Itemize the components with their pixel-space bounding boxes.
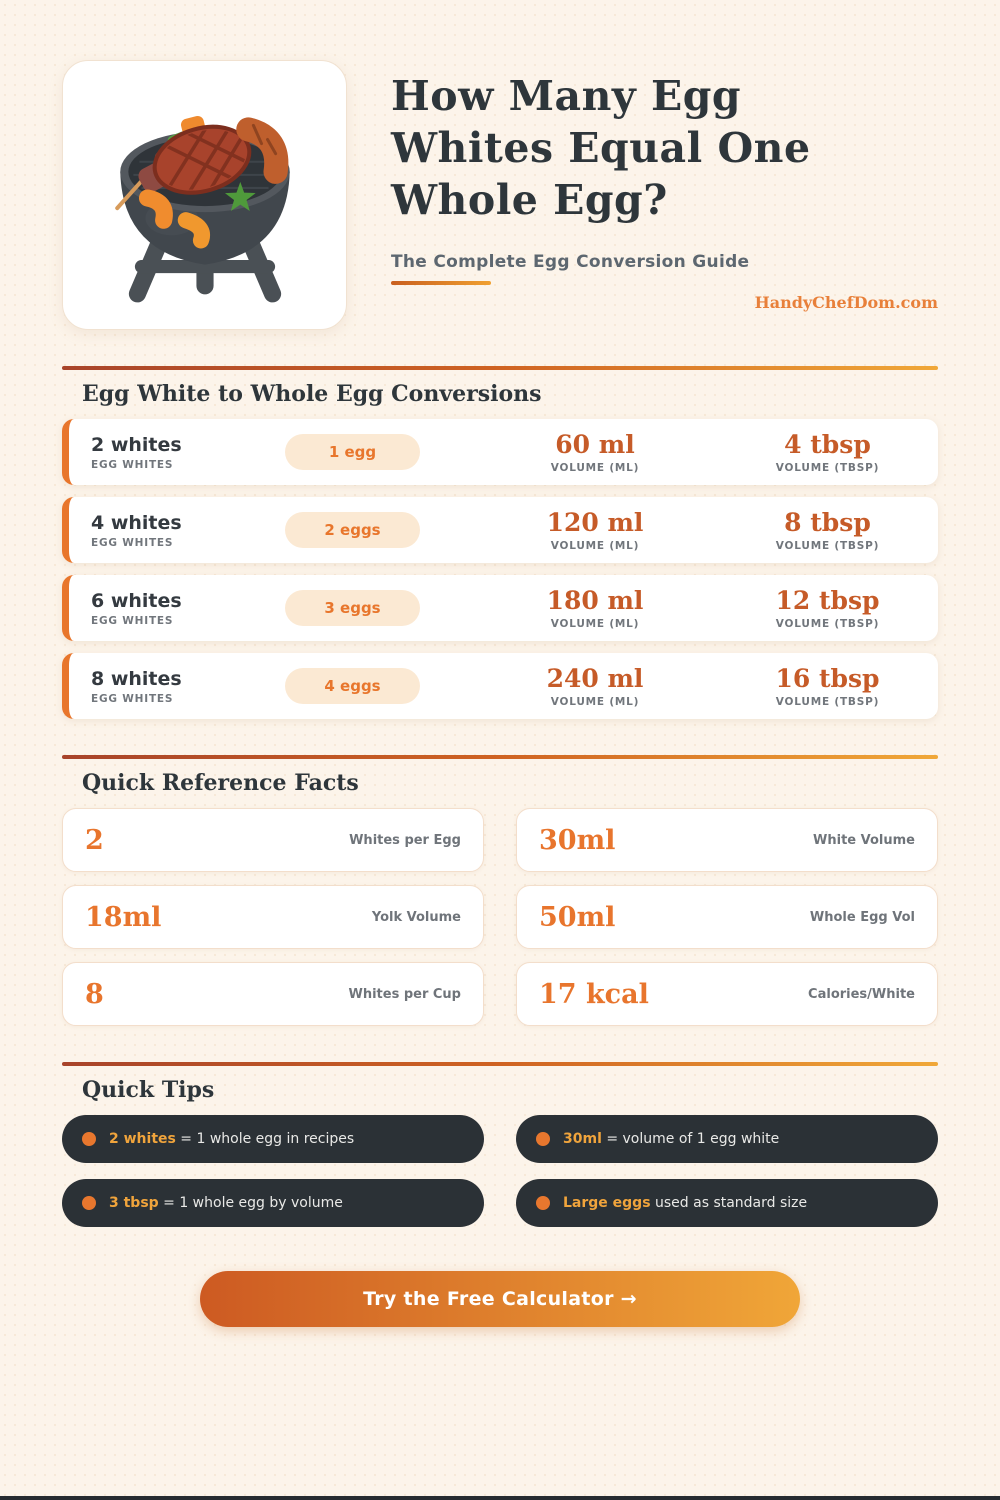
ml-value: 180 ml bbox=[546, 585, 644, 615]
tbsp-cell bbox=[745, 587, 910, 630]
eggs-badge: 1 egg bbox=[285, 434, 420, 470]
fact-value: 30ml bbox=[539, 824, 616, 856]
conversion-row bbox=[62, 497, 938, 563]
fact-label: Whites per Egg bbox=[349, 832, 461, 848]
free-calculator-button[interactable]: Try the Free Calculator → bbox=[200, 1271, 800, 1327]
eggs-cell bbox=[285, 590, 445, 626]
tip-text bbox=[563, 1131, 779, 1148]
section-divider bbox=[62, 366, 938, 370]
tbsp-value: 8 tbsp bbox=[784, 507, 871, 537]
whites-cell bbox=[91, 434, 285, 471]
tbsp-label: VOLUME (TBSP) bbox=[775, 461, 880, 474]
tip-rest: used as standard size bbox=[650, 1194, 808, 1211]
tip-highlight: Large eggs bbox=[563, 1194, 651, 1211]
header-text-block bbox=[391, 60, 938, 330]
tips-section bbox=[62, 1062, 938, 1227]
eggs-cell bbox=[285, 512, 445, 548]
conversions-table bbox=[62, 419, 938, 719]
fact-card bbox=[62, 962, 484, 1026]
eggs-cell bbox=[285, 668, 445, 704]
fact-label: White Volume bbox=[813, 832, 915, 848]
tip-highlight: 30ml bbox=[563, 1130, 602, 1147]
eggs-badge: 2 eggs bbox=[285, 512, 420, 548]
fact-card bbox=[516, 808, 938, 872]
page-title bbox=[391, 70, 938, 226]
whites-cell bbox=[91, 668, 285, 705]
ml-label: VOLUME (ML) bbox=[550, 539, 640, 552]
tip-item bbox=[516, 1179, 938, 1227]
tbsp-value: 16 tbsp bbox=[775, 663, 880, 693]
ml-label: VOLUME (ML) bbox=[550, 461, 640, 474]
facts-section bbox=[62, 755, 938, 1026]
bullet-dot-icon bbox=[536, 1132, 550, 1146]
tip-text bbox=[109, 1131, 354, 1148]
conversions-section bbox=[62, 366, 938, 719]
whites-label: EGG WHITES bbox=[91, 614, 174, 627]
ml-value: 240 ml bbox=[546, 663, 644, 693]
subtitle-underline bbox=[391, 281, 491, 285]
tbsp-cell bbox=[745, 431, 910, 474]
fact-value: 8 bbox=[85, 978, 104, 1010]
whites-value: 4 whites bbox=[91, 511, 182, 534]
fact-value: 18ml bbox=[85, 901, 162, 933]
grill-illustration-card bbox=[62, 60, 347, 330]
fact-card bbox=[62, 885, 484, 949]
tbsp-value: 4 tbsp bbox=[784, 429, 871, 459]
title-line-3: Whole Egg? bbox=[391, 176, 668, 224]
ml-cell bbox=[445, 431, 745, 474]
bbq-grill-icon bbox=[89, 79, 321, 311]
fact-value: 17 kcal bbox=[539, 978, 649, 1010]
bottom-bar bbox=[0, 1496, 1000, 1500]
eggs-badge: 4 eggs bbox=[285, 668, 420, 704]
tip-highlight: 3 tbsp bbox=[109, 1194, 159, 1211]
fact-card bbox=[62, 808, 484, 872]
tip-rest: = 1 whole egg in recipes bbox=[175, 1130, 355, 1147]
bullet-dot-icon bbox=[82, 1196, 96, 1210]
fact-label: Yolk Volume bbox=[371, 909, 461, 925]
tbsp-value: 12 tbsp bbox=[775, 585, 880, 615]
tip-item bbox=[62, 1179, 484, 1227]
tbsp-cell bbox=[745, 509, 910, 552]
conversions-heading: Egg White to Whole Egg Conversions bbox=[82, 381, 542, 407]
whites-label: EGG WHITES bbox=[91, 692, 174, 705]
ml-cell bbox=[445, 665, 745, 708]
eggs-cell bbox=[285, 434, 445, 470]
whites-label: EGG WHITES bbox=[91, 536, 174, 549]
whites-label: EGG WHITES bbox=[91, 458, 174, 471]
tips-heading: Quick Tips bbox=[82, 1077, 215, 1103]
tbsp-label: VOLUME (TBSP) bbox=[775, 695, 880, 708]
tip-item bbox=[62, 1115, 484, 1163]
tip-text bbox=[563, 1195, 807, 1212]
facts-grid bbox=[62, 808, 938, 1026]
ml-label: VOLUME (ML) bbox=[550, 695, 640, 708]
conversion-row bbox=[62, 419, 938, 485]
ml-cell bbox=[445, 587, 745, 630]
site-brand: HandyChefDom.com bbox=[754, 293, 938, 312]
fact-label: Calories/White bbox=[808, 986, 915, 1002]
tips-grid bbox=[62, 1115, 938, 1227]
tbsp-label: VOLUME (TBSP) bbox=[775, 539, 880, 552]
section-divider bbox=[62, 755, 938, 759]
conversion-row bbox=[62, 575, 938, 641]
tip-text bbox=[109, 1195, 343, 1212]
whites-value: 2 whites bbox=[91, 433, 182, 456]
ml-cell bbox=[445, 509, 745, 552]
facts-heading: Quick Reference Facts bbox=[82, 770, 359, 796]
fact-card bbox=[516, 962, 938, 1026]
tbsp-label: VOLUME (TBSP) bbox=[775, 617, 880, 630]
ml-value: 120 ml bbox=[546, 507, 644, 537]
subtitle: The Complete Egg Conversion Guide bbox=[391, 252, 750, 272]
header bbox=[62, 0, 938, 330]
tip-highlight: 2 whites bbox=[109, 1130, 176, 1147]
fact-card bbox=[516, 885, 938, 949]
whites-cell bbox=[91, 590, 285, 627]
tip-rest: = volume of 1 egg white bbox=[601, 1130, 780, 1147]
ml-label: VOLUME (ML) bbox=[550, 617, 640, 630]
whites-cell bbox=[91, 512, 285, 549]
whites-value: 8 whites bbox=[91, 667, 182, 690]
fact-label: Whole Egg Vol bbox=[809, 909, 915, 925]
fact-value: 2 bbox=[85, 824, 104, 856]
conversion-row bbox=[62, 653, 938, 719]
section-divider bbox=[62, 1062, 938, 1066]
fact-value: 50ml bbox=[539, 901, 616, 933]
eggs-badge: 3 eggs bbox=[285, 590, 420, 626]
bullet-dot-icon bbox=[536, 1196, 550, 1210]
whites-value: 6 whites bbox=[91, 589, 182, 612]
bullet-dot-icon bbox=[82, 1132, 96, 1146]
tip-rest: = 1 whole egg by volume bbox=[158, 1194, 343, 1211]
ml-value: 60 ml bbox=[555, 429, 635, 459]
title-line-2: Whites Equal One bbox=[391, 124, 811, 172]
tbsp-cell bbox=[745, 665, 910, 708]
tip-item bbox=[516, 1115, 938, 1163]
fact-label: Whites per Cup bbox=[348, 986, 461, 1002]
title-line-1: How Many Egg bbox=[391, 72, 742, 120]
